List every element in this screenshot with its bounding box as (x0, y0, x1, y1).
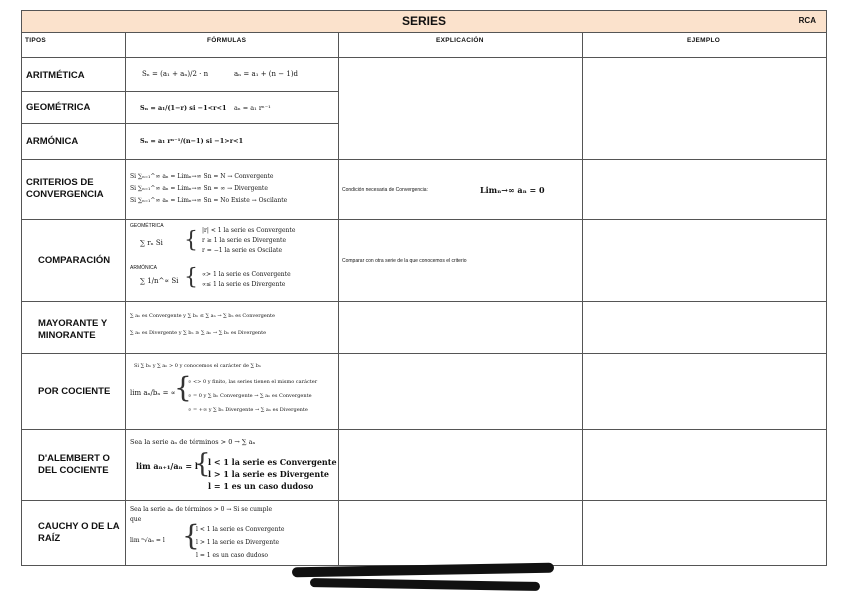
cociente-c2: ∝ = 0 y ∑ bₙ Convergente → ∑ aₙ es Convergente (188, 393, 312, 399)
row-divider (22, 429, 826, 430)
dalembert-c3: l = 1 es un caso dudoso (208, 481, 314, 491)
row-divider (22, 301, 826, 302)
tipo-mayorante-l2: MINORANTE (38, 330, 96, 341)
tipo-dalembert-l2: DEL COCIENTE (38, 465, 109, 476)
formula-armonica-suma: Sₙ = a₁ rⁿ⁻¹/(n−1) si −1>r<1 (140, 137, 244, 145)
comparacion-geo-c2: r ≥ 1 la serie es Divergente (202, 237, 287, 244)
col-divider (338, 32, 339, 566)
brace-icon: { (182, 519, 200, 552)
table-title: SERIES (401, 14, 446, 28)
brace-icon: { (184, 228, 198, 253)
formula-aritmetica-termino: aₙ = a₁ + (n − 1)d (234, 70, 299, 78)
formula-aritmetica-suma: Sₙ = (a₁ + aₙ)/2 · n (142, 70, 209, 78)
series-table (21, 10, 827, 566)
cociente-c3: ∝ = +∞ y ∑ bₙ Divergente → ∑ aₙ es Divergente (188, 407, 308, 413)
tipo-mayorante-l1: MAYORANTE Y (38, 318, 108, 329)
tipo-criterios-l1: CRITERIOS DE (26, 177, 94, 188)
cauchy-c1: l < 1 la serie es Convergente (196, 526, 285, 533)
brace-icon: { (194, 449, 211, 479)
tipo-armonica: ARMÓNICA (26, 136, 79, 147)
tipo-geometrica: GEOMÉTRICA (26, 102, 91, 113)
author-initials: RCA (798, 16, 816, 25)
formula-geometrica-suma: Sₙ = a₁/(1−r) si −1<r<1 (140, 104, 227, 112)
tipo-comparacion: COMPARACIÓN (38, 255, 111, 266)
comparacion-armonica-formula: ∑ 1/n^∝ Si (140, 277, 179, 285)
row-divider (22, 91, 338, 92)
row-divider (22, 123, 338, 124)
brace-icon: { (184, 265, 198, 290)
minorante-divergente: ∑ aₙ es Divergente y ∑ bₙ ≥ ∑ aₙ → ∑ bₙ es Divergente (130, 330, 267, 336)
tipo-cauchy-l1: CAUCHY O DE LA (38, 521, 120, 532)
criterio-oscilante: Si ∑ₙ₌₁^∞ aₙ = Limₙ→∞ Sn = No Existe → Oscilante (130, 197, 288, 204)
header-explicacion: EXPLICACIÓN (436, 37, 484, 44)
cauchy-enunciado: Sea la serie aₙ de términos > 0 → Si se cumple (130, 506, 272, 513)
tipo-cauchy-l2: RAÍZ (38, 533, 61, 544)
dalembert-c2: l > 1 la serie es Divergente (208, 469, 329, 479)
explicacion-criterios: Condición necesaria de Convergencia: (342, 187, 428, 193)
col-divider (125, 32, 126, 566)
row-divider (22, 500, 826, 501)
row-divider (22, 219, 826, 220)
col-divider (582, 32, 583, 566)
tipo-cociente: POR COCIENTE (38, 386, 111, 397)
tipo-aritmetica: ARITMÉTICA (26, 70, 85, 81)
criterio-divergente: Si ∑ₙ₌₁^∞ aₙ = Limₙ→∞ Sn = ∞ → Divergente (130, 185, 268, 192)
mayorante-convergente: ∑ aₙ es Convergente y ∑ bₙ ≤ ∑ aₙ → ∑ bₙ es Convergente (130, 313, 275, 319)
dalembert-c1: l < 1 la serie es Convergente (208, 457, 337, 467)
comparacion-geometrica-label: GEOMÉTRICA (130, 223, 164, 229)
cociente-c1: ∝ <> 0 y finito, las series tienen el mismo carácter (188, 379, 318, 385)
comparacion-armonica-label: ARMÓNICA (130, 265, 157, 271)
comparacion-geo-c3: r = −1 la serie es Oscilate (202, 247, 283, 254)
row-divider (22, 159, 826, 160)
comparacion-geometrica-formula: ∑ rₙ Si (140, 239, 163, 247)
formula-geometrica-termino: aₙ = a₁ rⁿ⁻¹ (234, 104, 271, 112)
header-formulas: FÓRMULAS (207, 37, 247, 44)
cociente-enunciado: Si ∑ bₙ y ∑ aₙ > 0 y conocemos el carácter de ∑ bₙ (134, 363, 262, 369)
explicacion-criterios-formula: Limₙ→∞ aₙ = 0 (480, 185, 545, 195)
cauchy-limite: lim ⁿ√aₙ = l (130, 537, 165, 544)
cauchy-enunciado-cont: que (130, 516, 142, 523)
cauchy-c2: l > 1 la serie es Divergente (196, 539, 280, 546)
cociente-limite: lim aₙ/bₙ = ∝ (130, 389, 176, 397)
header-tipos: TIPOS (25, 37, 47, 44)
cauchy-c3: l = 1 es un caso dudoso (196, 552, 269, 559)
comparacion-geo-c1: |r| < 1 la serie es Convergente (202, 227, 296, 234)
row-divider (22, 353, 826, 354)
explicacion-comparacion: Comparar con otra serie de la que conocemos el criterio (342, 258, 467, 264)
tipo-criterios-l2: CONVERGENCIA (26, 189, 104, 200)
comparacion-arm-c2: ∝≤ 1 la serie es Divergente (202, 281, 286, 288)
comparacion-arm-c1: ∝> 1 la serie es Convergente (202, 271, 291, 278)
title-bar (22, 11, 826, 33)
criterio-convergente: Si ∑ₙ₌₁^∞ aₙ = Limₙ→∞ Sn = N → Convergente (130, 173, 274, 180)
redaction-mark (310, 578, 540, 591)
brace-icon: { (174, 371, 192, 404)
header-ejemplo: EJEMPLO (687, 37, 721, 44)
tipo-dalembert-l1: D'ALEMBERT O (38, 453, 110, 464)
dalembert-limite: lim aₙ₊₁/aₙ = l (136, 461, 198, 471)
dalembert-enunciado: Sea la serie aₙ de términos > 0 → ∑ aₙ (130, 438, 256, 446)
row-divider (22, 57, 826, 58)
